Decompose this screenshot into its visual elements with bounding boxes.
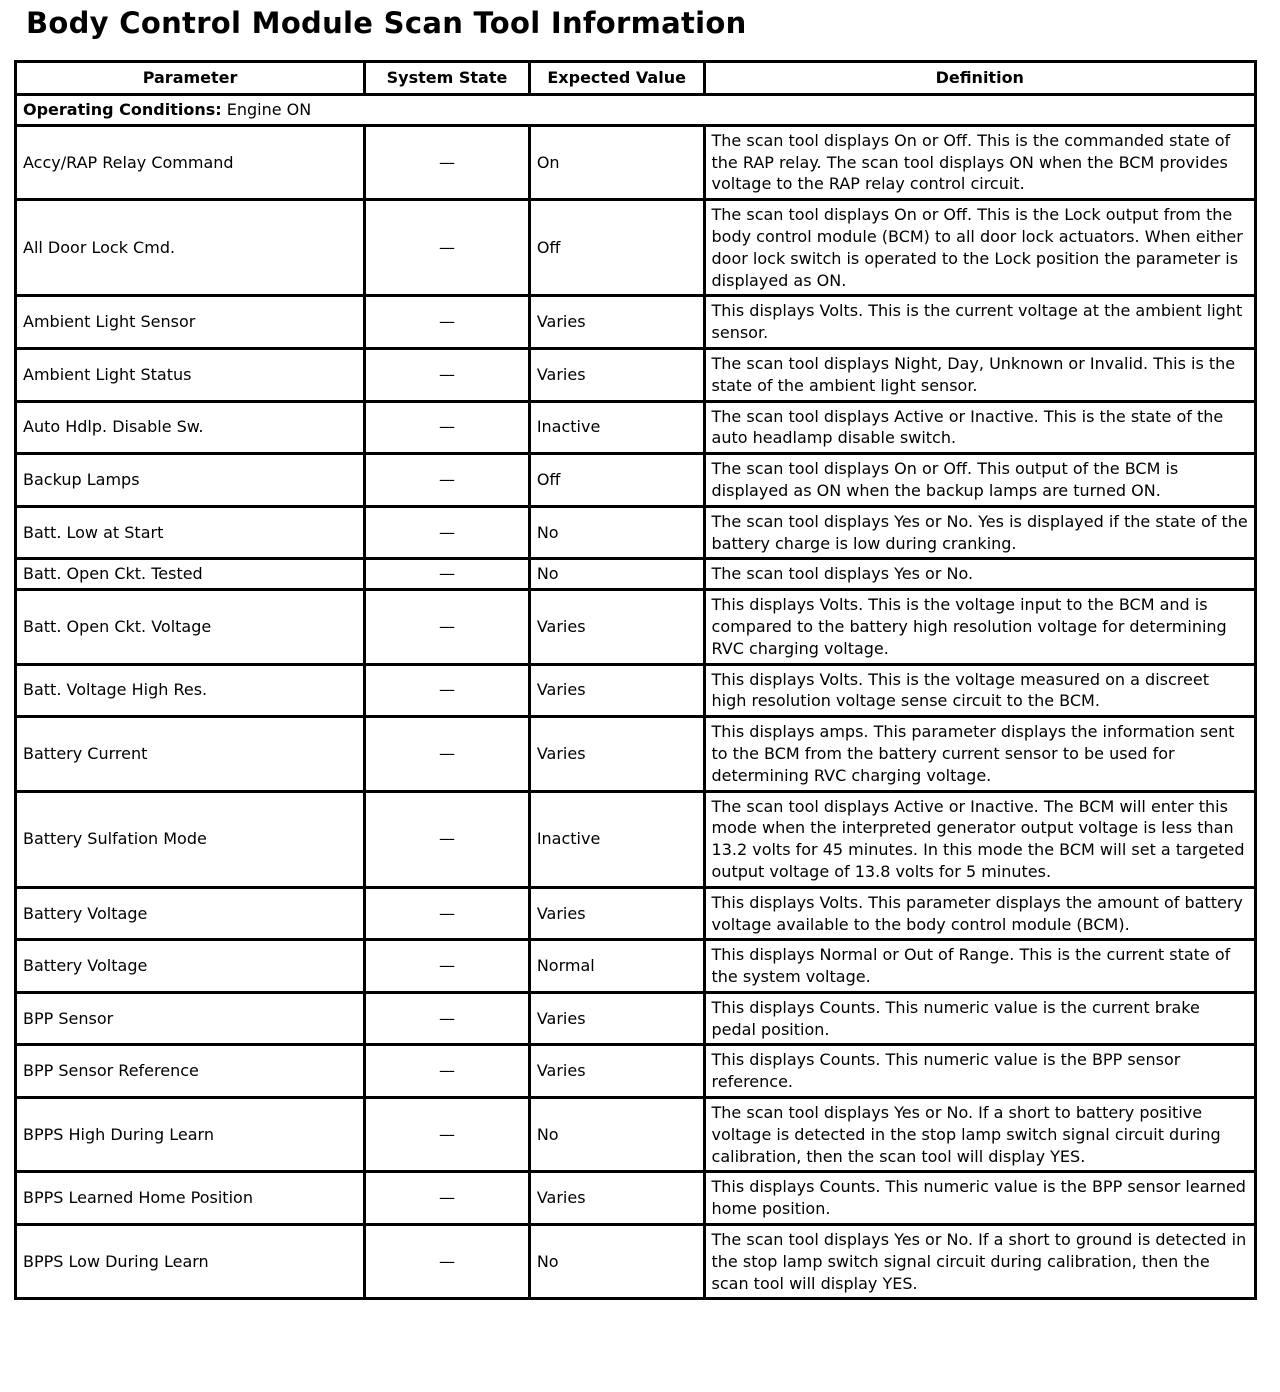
definition-cell: This displays Normal or Out of Range. This is the current state of the system voltage. xyxy=(704,940,1255,993)
table-row xyxy=(16,401,1256,454)
scan-tool-table xyxy=(14,60,1257,1300)
system-state-cell: — xyxy=(365,296,530,349)
table-row xyxy=(16,664,1256,717)
expected-value-cell: Off xyxy=(529,200,704,296)
parameter-cell: All Door Lock Cmd. xyxy=(16,200,365,296)
table-row xyxy=(16,200,1256,296)
table-row xyxy=(16,506,1256,559)
parameter-cell: Battery Sulfation Mode xyxy=(16,791,365,887)
definition-cell: The scan tool displays Yes or No. xyxy=(704,559,1255,590)
parameter-cell: Battery Current xyxy=(16,717,365,791)
expected-value-cell: Varies xyxy=(529,296,704,349)
operating-conditions-row xyxy=(16,95,1256,126)
expected-value-cell: Varies xyxy=(529,590,704,664)
parameter-cell: BPPS Low During Learn xyxy=(16,1225,365,1299)
system-state-cell: — xyxy=(365,125,530,199)
definition-cell: The scan tool displays On or Off. This is the commanded state of the RAP relay. The scan tool displays ON when the BCM provides voltage to the RAP relay control circuit. xyxy=(704,125,1255,199)
header-expected-value: Expected Value xyxy=(529,62,704,95)
parameter-cell: Battery Voltage xyxy=(16,887,365,940)
definition-cell: This displays Volts. This parameter displays the amount of battery voltage available to the body control module (BCM). xyxy=(704,887,1255,940)
table-row xyxy=(16,1225,1256,1299)
table-row xyxy=(16,590,1256,664)
table-row xyxy=(16,1045,1256,1098)
page-title: Body Control Module Scan Tool Information xyxy=(26,6,747,40)
system-state-cell: — xyxy=(365,887,530,940)
expected-value-cell: No xyxy=(529,559,704,590)
parameter-cell: Batt. Open Ckt. Tested xyxy=(16,559,365,590)
definition-cell: The scan tool displays Active or Inactive. The BCM will enter this mode when the interpreted generator output voltage is less than 13.2 volts for 45 minutes. In this mode the BCM will set a targeted output voltage of 13.8 volts for 5 minutes. xyxy=(704,791,1255,887)
table-row xyxy=(16,791,1256,887)
expected-value-cell: On xyxy=(529,125,704,199)
parameter-cell: Batt. Low at Start xyxy=(16,506,365,559)
system-state-cell: — xyxy=(365,200,530,296)
parameter-cell: Ambient Light Sensor xyxy=(16,296,365,349)
definition-cell: The scan tool displays Yes or No. Yes is displayed if the state of the battery charge is low during cranking. xyxy=(704,506,1255,559)
system-state-cell: — xyxy=(365,590,530,664)
system-state-cell: — xyxy=(365,506,530,559)
table-row xyxy=(16,348,1256,401)
system-state-cell: — xyxy=(365,1045,530,1098)
system-state-cell: — xyxy=(365,1172,530,1225)
header-system-state: System State xyxy=(365,62,530,95)
parameter-cell: Battery Voltage xyxy=(16,940,365,993)
system-state-cell: — xyxy=(365,559,530,590)
expected-value-cell: No xyxy=(529,1098,704,1172)
parameter-cell: Batt. Open Ckt. Voltage xyxy=(16,590,365,664)
parameter-cell: BPP Sensor Reference xyxy=(16,1045,365,1098)
table-row xyxy=(16,1098,1256,1172)
parameter-cell: Auto Hdlp. Disable Sw. xyxy=(16,401,365,454)
expected-value-cell: No xyxy=(529,1225,704,1299)
system-state-cell: — xyxy=(365,664,530,717)
parameter-cell: BPP Sensor xyxy=(16,992,365,1045)
table-row xyxy=(16,559,1256,590)
definition-cell: The scan tool displays Yes or No. If a short to battery positive voltage is detected in the stop lamp switch signal circuit during calibration, then the scan tool will display YES. xyxy=(704,1098,1255,1172)
definition-cell: The scan tool displays On or Off. This output of the BCM is displayed as ON when the backup lamps are turned ON. xyxy=(704,454,1255,507)
definition-cell: The scan tool displays Night, Day, Unknown or Invalid. This is the state of the ambient light sensor. xyxy=(704,348,1255,401)
table-row xyxy=(16,454,1256,507)
system-state-cell: — xyxy=(365,1225,530,1299)
table-row xyxy=(16,992,1256,1045)
definition-cell: This displays Volts. This is the current voltage at the ambient light sensor. xyxy=(704,296,1255,349)
expected-value-cell: Varies xyxy=(529,1045,704,1098)
system-state-cell: — xyxy=(365,791,530,887)
expected-value-cell: No xyxy=(529,506,704,559)
expected-value-cell: Inactive xyxy=(529,791,704,887)
header-row xyxy=(16,62,1256,95)
expected-value-cell: Varies xyxy=(529,348,704,401)
system-state-cell: — xyxy=(365,1098,530,1172)
table-row xyxy=(16,717,1256,791)
operating-conditions xyxy=(16,95,1256,126)
definition-cell: This displays Volts. This is the voltage measured on a discreet high resolution voltage sense circuit to the BCM. xyxy=(704,664,1255,717)
parameter-cell: BPPS High During Learn xyxy=(16,1098,365,1172)
system-state-cell: — xyxy=(365,348,530,401)
expected-value-cell: Varies xyxy=(529,717,704,791)
table-row xyxy=(16,887,1256,940)
parameter-cell: Ambient Light Status xyxy=(16,348,365,401)
parameter-cell: Backup Lamps xyxy=(16,454,365,507)
definition-cell: This displays amps. This parameter displays the information sent to the BCM from the battery current sensor to be used for determining RVC charging voltage. xyxy=(704,717,1255,791)
parameter-cell: Accy/RAP Relay Command xyxy=(16,125,365,199)
table-row xyxy=(16,125,1256,199)
definition-cell: The scan tool displays Active or Inactive. This is the state of the auto headlamp disable switch. xyxy=(704,401,1255,454)
system-state-cell: — xyxy=(365,454,530,507)
expected-value-cell: Varies xyxy=(529,1172,704,1225)
table-row xyxy=(16,1172,1256,1225)
system-state-cell: — xyxy=(365,717,530,791)
definition-cell: This displays Counts. This numeric value is the current brake pedal position. xyxy=(704,992,1255,1045)
header-definition: Definition xyxy=(704,62,1255,95)
definition-cell: The scan tool displays Yes or No. If a short to ground is detected in the stop lamp switch signal circuit during calibration, then the scan tool will display YES. xyxy=(704,1225,1255,1299)
operating-conditions-label: Operating Conditions: xyxy=(23,100,222,119)
expected-value-cell: Varies xyxy=(529,992,704,1045)
definition-cell: This displays Counts. This numeric value is the BPP sensor reference. xyxy=(704,1045,1255,1098)
system-state-cell: — xyxy=(365,940,530,993)
expected-value-cell: Normal xyxy=(529,940,704,993)
operating-conditions-value: Engine ON xyxy=(226,100,312,119)
system-state-cell: — xyxy=(365,992,530,1045)
expected-value-cell: Inactive xyxy=(529,401,704,454)
definition-cell: This displays Counts. This numeric value is the BPP sensor learned home position. xyxy=(704,1172,1255,1225)
table-row xyxy=(16,296,1256,349)
table-row xyxy=(16,940,1256,993)
system-state-cell: — xyxy=(365,401,530,454)
definition-cell: The scan tool displays On or Off. This is the Lock output from the body control module (BCM) to all door lock actuators. When either door lock switch is operated to the Lock position the parameter is displayed as ON. xyxy=(704,200,1255,296)
parameter-cell: BPPS Learned Home Position xyxy=(16,1172,365,1225)
expected-value-cell: Off xyxy=(529,454,704,507)
header-parameter: Parameter xyxy=(16,62,365,95)
parameter-cell: Batt. Voltage High Res. xyxy=(16,664,365,717)
expected-value-cell: Varies xyxy=(529,887,704,940)
definition-cell: This displays Volts. This is the voltage input to the BCM and is compared to the battery high resolution voltage for determining RVC charging voltage. xyxy=(704,590,1255,664)
expected-value-cell: Varies xyxy=(529,664,704,717)
